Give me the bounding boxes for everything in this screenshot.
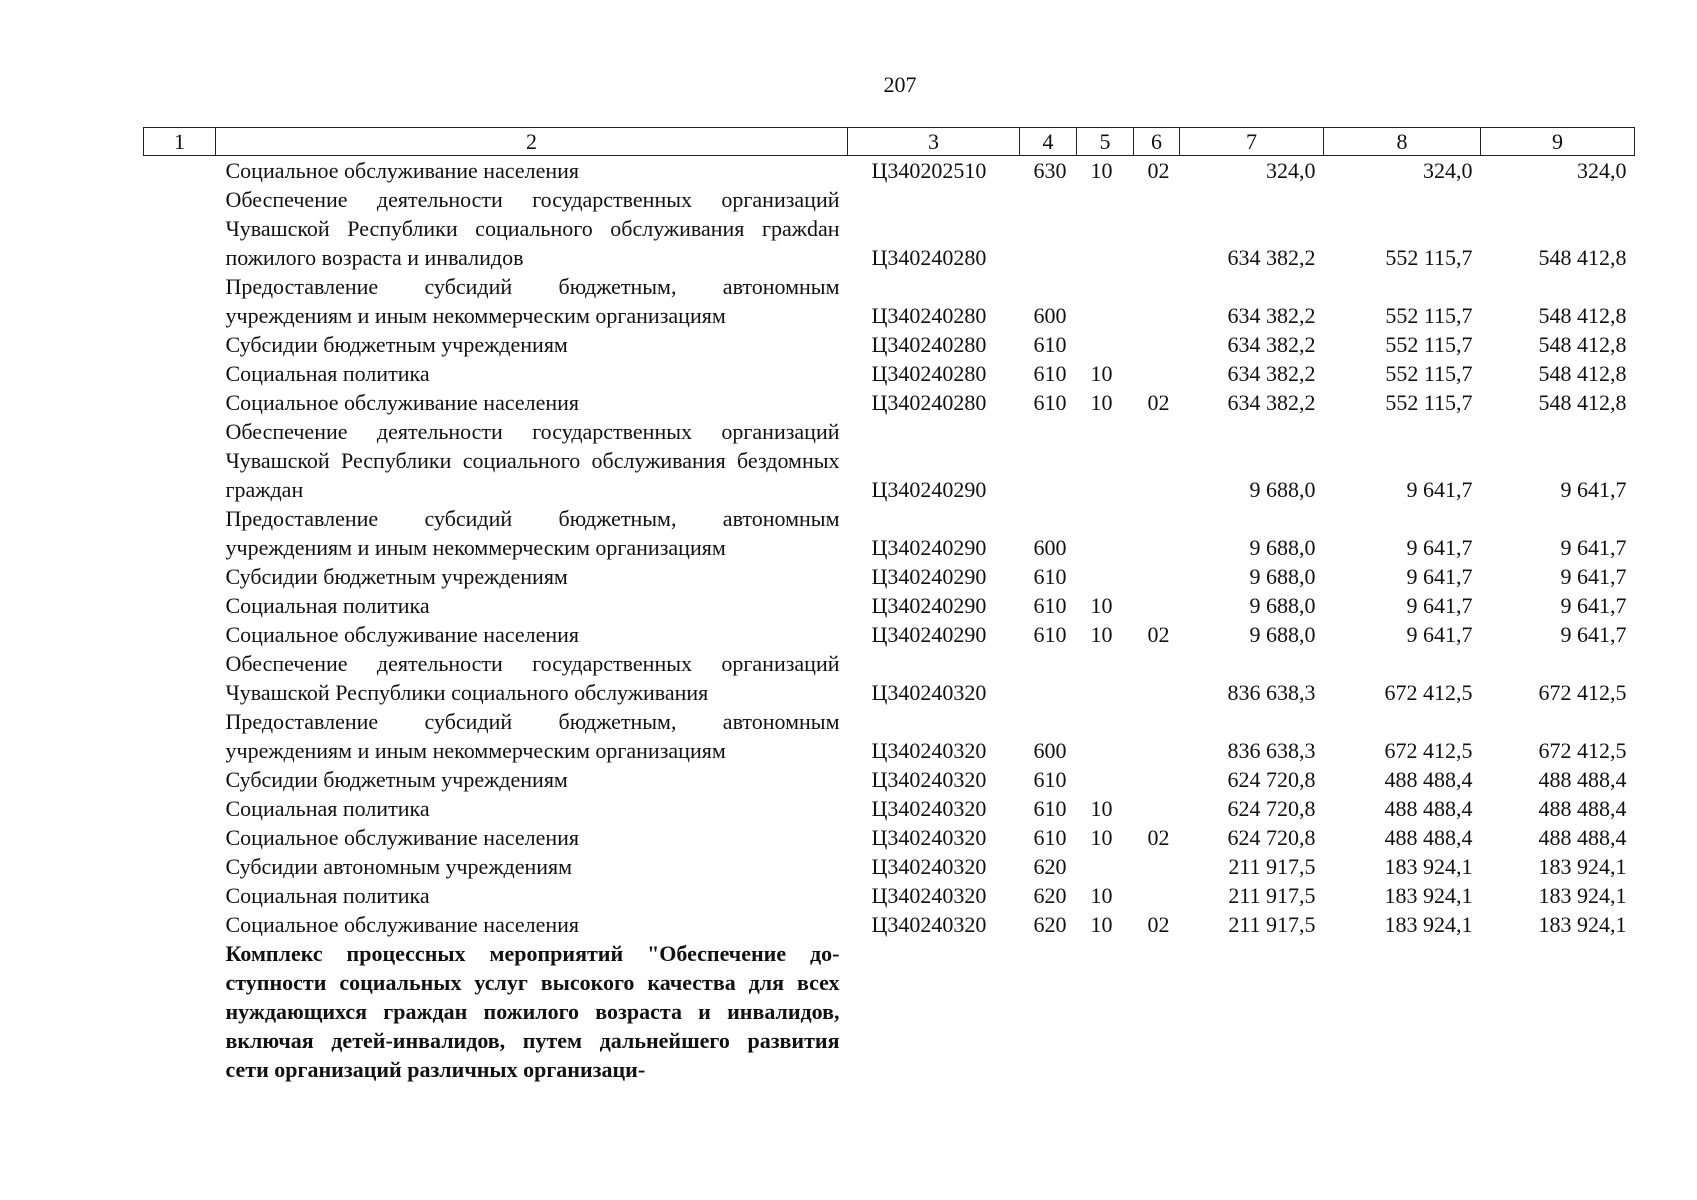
section-cell bbox=[1077, 562, 1134, 591]
subsection-cell bbox=[1134, 707, 1180, 765]
amount-col7-cell: 634 382,2 bbox=[1227, 390, 1316, 415]
item-name-cell: Предоставление субсидий бюджетным, автономным учреждениям и иным некоммерческим организациям bbox=[225, 274, 840, 328]
row-index-cell bbox=[144, 417, 216, 504]
item-name-cell: Социальное обслуживание населения bbox=[225, 390, 580, 415]
subsection-cell bbox=[1134, 359, 1180, 388]
amount-col7-cell: 211 917,5 bbox=[1228, 912, 1316, 937]
item-name-cell: Социальная политика bbox=[225, 883, 430, 908]
table-row bbox=[144, 649, 1635, 707]
amount-col8-cell: 672 412,5 bbox=[1384, 680, 1473, 705]
subsection-cell bbox=[1134, 185, 1180, 272]
amount-col9-cell: 324,0 bbox=[1577, 158, 1627, 183]
amount-col8-cell: 183 924,1 bbox=[1384, 854, 1473, 879]
target-code-cell: Ц340240320 bbox=[871, 912, 987, 937]
amount-col7-cell: 634 382,2 bbox=[1227, 303, 1316, 328]
amount-col9-cell: 9 641,7 bbox=[1560, 564, 1627, 589]
row-index-cell bbox=[144, 591, 216, 620]
row-index-cell bbox=[144, 272, 216, 330]
row-index-cell bbox=[144, 504, 216, 562]
amount-col8-cell: 552 115,7 bbox=[1385, 245, 1473, 270]
row-index-cell bbox=[144, 388, 216, 417]
amount-col9-cell: 488 488,4 bbox=[1538, 767, 1627, 792]
amount-col9-cell bbox=[1481, 939, 1635, 1084]
amount-col9-cell: 548 412,8 bbox=[1538, 332, 1627, 357]
target-code-cell: Ц340240290 bbox=[871, 535, 987, 560]
section-cell: 10 bbox=[1090, 390, 1113, 415]
subsection-cell bbox=[1134, 939, 1180, 1084]
section-cell: 10 bbox=[1090, 158, 1113, 183]
amount-col7-cell: 836 638,3 bbox=[1227, 680, 1316, 705]
target-code-cell: Ц340240280 bbox=[871, 361, 987, 386]
amount-col9-cell: 488 488,4 bbox=[1538, 796, 1627, 821]
section-cell bbox=[1077, 649, 1134, 707]
amount-col7-cell bbox=[1180, 939, 1324, 1084]
amount-col7-cell: 624 720,8 bbox=[1227, 825, 1316, 850]
amount-col7-cell: 9 688,0 bbox=[1249, 593, 1316, 618]
amount-col9-cell: 548 412,8 bbox=[1538, 303, 1627, 328]
subsection-cell bbox=[1134, 417, 1180, 504]
amount-col9-cell: 183 924,1 bbox=[1538, 912, 1627, 937]
target-code-cell: Ц340240320 bbox=[871, 796, 987, 821]
subsection-cell bbox=[1134, 852, 1180, 881]
item-name-cell: Социальная политика bbox=[225, 361, 430, 386]
target-code-cell: Ц340240290 bbox=[871, 477, 987, 502]
amount-col9-cell: 548 412,8 bbox=[1538, 245, 1627, 270]
expense-type-cell bbox=[1020, 939, 1077, 1084]
column-numbers-row bbox=[144, 128, 1635, 156]
section-cell: 10 bbox=[1090, 593, 1113, 618]
expense-type-cell: 600 bbox=[1033, 535, 1067, 560]
target-code-cell: Ц340240290 bbox=[871, 593, 987, 618]
column-header-4: 4 bbox=[1020, 128, 1077, 156]
section-cell bbox=[1077, 707, 1134, 765]
section-cell bbox=[1077, 417, 1134, 504]
amount-col8-cell: 9 641,7 bbox=[1406, 622, 1473, 647]
column-header-8: 8 bbox=[1324, 128, 1481, 156]
table-row bbox=[144, 417, 1635, 504]
row-index-cell bbox=[144, 910, 216, 939]
section-cell: 10 bbox=[1090, 912, 1113, 937]
section-cell bbox=[1077, 939, 1134, 1084]
expense-type-cell: 630 bbox=[1033, 158, 1067, 183]
amount-col8-cell: 324,0 bbox=[1423, 158, 1473, 183]
amount-col8-cell: 9 641,7 bbox=[1406, 564, 1473, 589]
target-code-cell: Ц340240280 bbox=[871, 245, 987, 270]
column-header-6: 6 bbox=[1134, 128, 1180, 156]
row-index-cell bbox=[144, 881, 216, 910]
table-row bbox=[144, 881, 1635, 910]
expense-type-cell: 610 bbox=[1033, 767, 1067, 792]
expense-type-cell bbox=[1020, 649, 1077, 707]
section-cell: 10 bbox=[1090, 361, 1113, 386]
expense-type-cell: 610 bbox=[1033, 593, 1067, 618]
expense-type-cell: 610 bbox=[1033, 825, 1067, 850]
item-name-cell: Социальное обслуживание населения bbox=[225, 912, 580, 937]
table-row bbox=[144, 156, 1635, 186]
item-name-cell: Субсидии бюджетным учреждениям bbox=[225, 767, 568, 792]
amount-col9-cell: 9 641,7 bbox=[1560, 593, 1627, 618]
amount-col8-cell: 552 115,7 bbox=[1385, 332, 1473, 357]
amount-col7-cell: 624 720,8 bbox=[1227, 796, 1316, 821]
amount-col9-cell: 183 924,1 bbox=[1538, 854, 1627, 879]
amount-col8-cell: 552 115,7 bbox=[1385, 303, 1473, 328]
column-header-5: 5 bbox=[1077, 128, 1134, 156]
subsection-cell: 02 bbox=[1147, 912, 1170, 937]
item-name-cell: Социальная политика bbox=[225, 593, 430, 618]
expense-type-cell: 600 bbox=[1033, 303, 1067, 328]
column-header-7: 7 bbox=[1180, 128, 1324, 156]
section-cell bbox=[1077, 765, 1134, 794]
amount-col7-cell: 9 688,0 bbox=[1249, 535, 1316, 560]
amount-col8-cell: 552 115,7 bbox=[1385, 390, 1473, 415]
table-row bbox=[144, 765, 1635, 794]
table-row bbox=[144, 707, 1635, 765]
item-name-cell: Субсидии бюджетным учреждениям bbox=[225, 564, 568, 589]
subsection-cell bbox=[1134, 272, 1180, 330]
expense-type-cell bbox=[1020, 417, 1077, 504]
amount-col8-cell: 183 924,1 bbox=[1384, 912, 1473, 937]
target-code-cell: Ц340240290 bbox=[871, 622, 987, 647]
subsection-cell bbox=[1134, 881, 1180, 910]
section-cell: 10 bbox=[1090, 622, 1113, 647]
amount-col8-cell: 488 488,4 bbox=[1384, 767, 1473, 792]
amount-col7-cell: 634 382,2 bbox=[1227, 245, 1316, 270]
section-cell bbox=[1077, 852, 1134, 881]
subsection-cell bbox=[1134, 562, 1180, 591]
target-code-cell: Ц340240280 bbox=[871, 390, 987, 415]
row-index-cell bbox=[144, 939, 216, 1084]
expense-type-cell: 610 bbox=[1033, 332, 1067, 357]
target-code-cell: Ц340240320 bbox=[871, 680, 987, 705]
expense-type-cell: 610 bbox=[1033, 564, 1067, 589]
expense-type-cell: 610 bbox=[1033, 390, 1067, 415]
budget-table-container bbox=[143, 127, 1634, 1084]
amount-col9-cell: 9 641,7 bbox=[1560, 477, 1627, 502]
amount-col7-cell: 9 688,0 bbox=[1249, 477, 1316, 502]
item-name-cell: Обеспечение деятельности государственных организаций Чувашской Республики социального обслуживания bbox=[225, 651, 840, 705]
expense-type-cell: 600 bbox=[1033, 738, 1067, 763]
subsection-cell bbox=[1134, 794, 1180, 823]
target-code-cell: Ц340240290 bbox=[871, 564, 987, 589]
item-name-cell: Социальное обслуживание населения bbox=[225, 158, 580, 183]
table-row bbox=[144, 185, 1635, 272]
amount-col7-cell: 634 382,2 bbox=[1227, 361, 1316, 386]
row-index-cell bbox=[144, 852, 216, 881]
target-code-cell: Ц340202510 bbox=[871, 158, 987, 183]
row-index-cell bbox=[144, 562, 216, 591]
item-name-cell: Обеспечение деятельности государственных организаций Чувашской Республики социального обслуживания гражdан пожилого возраста и инвалидов bbox=[225, 187, 840, 270]
table-row bbox=[144, 852, 1635, 881]
target-code-cell: Ц340240320 bbox=[871, 825, 987, 850]
target-code-cell: Ц340240280 bbox=[871, 332, 987, 357]
table-row bbox=[144, 939, 1635, 1084]
item-name-cell: Социальное обслуживание населения bbox=[225, 825, 580, 850]
target-code-cell bbox=[848, 939, 1020, 1084]
subsection-cell bbox=[1134, 765, 1180, 794]
amount-col9-cell: 672 412,5 bbox=[1538, 738, 1627, 763]
row-index-cell bbox=[144, 765, 216, 794]
target-code-cell: Ц340240280 bbox=[871, 303, 987, 328]
amount-col8-cell: 9 641,7 bbox=[1406, 593, 1473, 618]
column-header-1: 1 bbox=[144, 128, 216, 156]
amount-col8-cell: 9 641,7 bbox=[1406, 477, 1473, 502]
amount-col8-cell: 672 412,5 bbox=[1384, 738, 1473, 763]
row-index-cell bbox=[144, 185, 216, 272]
amount-col8-cell: 488 488,4 bbox=[1384, 825, 1473, 850]
table-body bbox=[144, 156, 1635, 1085]
section-cell bbox=[1077, 504, 1134, 562]
section-cell bbox=[1077, 330, 1134, 359]
row-index-cell bbox=[144, 359, 216, 388]
amount-col9-cell: 488 488,4 bbox=[1538, 825, 1627, 850]
expense-type-cell bbox=[1020, 185, 1077, 272]
amount-col7-cell: 211 917,5 bbox=[1228, 854, 1316, 879]
row-index-cell bbox=[144, 330, 216, 359]
amount-col7-cell: 211 917,5 bbox=[1228, 883, 1316, 908]
expense-type-cell: 620 bbox=[1033, 854, 1067, 879]
column-header-9: 9 bbox=[1481, 128, 1635, 156]
target-code-cell: Ц340240320 bbox=[871, 883, 987, 908]
section-cell: 10 bbox=[1090, 825, 1113, 850]
row-index-cell bbox=[144, 620, 216, 649]
subsection-cell bbox=[1134, 649, 1180, 707]
table-row bbox=[144, 330, 1635, 359]
subsection-cell: 02 bbox=[1147, 390, 1170, 415]
target-code-cell: Ц340240320 bbox=[871, 738, 987, 763]
table-row bbox=[144, 272, 1635, 330]
amount-col9-cell: 183 924,1 bbox=[1538, 883, 1627, 908]
row-index-cell bbox=[144, 823, 216, 852]
expense-type-cell: 620 bbox=[1033, 883, 1067, 908]
subsection-cell bbox=[1134, 330, 1180, 359]
item-name-cell: Предоставление субсидий бюджетным, автономным учреждениям и иным некоммерческим организациям bbox=[225, 709, 840, 763]
section-cell bbox=[1077, 185, 1134, 272]
amount-col9-cell: 548 412,8 bbox=[1538, 361, 1627, 386]
amount-col7-cell: 836 638,3 bbox=[1227, 738, 1316, 763]
expense-type-cell: 610 bbox=[1033, 622, 1067, 647]
amount-col8-cell: 488 488,4 bbox=[1384, 796, 1473, 821]
table-row bbox=[144, 823, 1635, 852]
table-row bbox=[144, 910, 1635, 939]
subsection-cell: 02 bbox=[1147, 622, 1170, 647]
expense-type-cell: 620 bbox=[1033, 912, 1067, 937]
row-index-cell bbox=[144, 707, 216, 765]
subsection-cell bbox=[1134, 591, 1180, 620]
section-cell: 10 bbox=[1090, 796, 1113, 821]
expense-type-cell: 610 bbox=[1033, 796, 1067, 821]
item-name-cell: Предоставление субсидий бюджетным, автономным учреждениям и иным некоммерческим организациям bbox=[225, 506, 840, 560]
expense-type-cell: 610 bbox=[1033, 361, 1067, 386]
amount-col8-cell: 183 924,1 bbox=[1384, 883, 1473, 908]
budget-table bbox=[143, 127, 1635, 1084]
amount-col9-cell: 9 641,7 bbox=[1560, 622, 1627, 647]
target-code-cell: Ц340240320 bbox=[871, 854, 987, 879]
amount-col8-cell: 9 641,7 bbox=[1406, 535, 1473, 560]
item-name-cell: Субсидии бюджетным учреждениям bbox=[225, 332, 568, 357]
table-row bbox=[144, 504, 1635, 562]
column-header-2: 2 bbox=[216, 128, 848, 156]
subsection-cell: 02 bbox=[1147, 825, 1170, 850]
amount-col7-cell: 634 382,2 bbox=[1227, 332, 1316, 357]
amount-col7-cell: 9 688,0 bbox=[1249, 622, 1316, 647]
item-name-cell: Субсидии автономным учреждениям bbox=[225, 854, 573, 879]
table-row bbox=[144, 591, 1635, 620]
subsection-cell: 02 bbox=[1147, 158, 1170, 183]
amount-col7-cell: 624 720,8 bbox=[1227, 767, 1316, 792]
item-name-cell: Обеспечение деятельности государственных организаций Чувашской Республики социального обслуживания бездомных граждан bbox=[225, 419, 840, 502]
amount-col9-cell: 9 641,7 bbox=[1560, 535, 1627, 560]
row-index-cell bbox=[144, 649, 216, 707]
table-row bbox=[144, 562, 1635, 591]
table-row bbox=[144, 794, 1635, 823]
item-name-cell: Комплекс процессных мероприятий "Обеспечение доступности социальных услуг высокого качества для всех нуждающихся граждан пожилого возраста и инвалидов, включая детей-инвалидов, путем дальнейшего развития сети организаций различных организаци- bbox=[225, 941, 840, 1082]
amount-col9-cell: 672 412,5 bbox=[1538, 680, 1627, 705]
amount-col8-cell bbox=[1324, 939, 1481, 1084]
item-name-cell: Социальное обслуживание населения bbox=[225, 622, 580, 647]
table-row bbox=[144, 359, 1635, 388]
table-row bbox=[144, 388, 1635, 417]
item-name-cell: Социальная политика bbox=[225, 796, 430, 821]
amount-col8-cell: 552 115,7 bbox=[1385, 361, 1473, 386]
column-header-3: 3 bbox=[848, 128, 1020, 156]
page-number: 207 bbox=[883, 72, 917, 97]
table-header bbox=[144, 128, 1635, 156]
section-cell bbox=[1077, 272, 1134, 330]
row-index-cell bbox=[144, 794, 216, 823]
row-index-cell bbox=[144, 156, 216, 186]
target-code-cell: Ц340240320 bbox=[871, 767, 987, 792]
amount-col7-cell: 324,0 bbox=[1266, 158, 1316, 183]
table-row bbox=[144, 620, 1635, 649]
amount-col9-cell: 548 412,8 bbox=[1538, 390, 1627, 415]
subsection-cell bbox=[1134, 504, 1180, 562]
section-cell: 10 bbox=[1090, 883, 1113, 908]
amount-col7-cell: 9 688,0 bbox=[1249, 564, 1316, 589]
